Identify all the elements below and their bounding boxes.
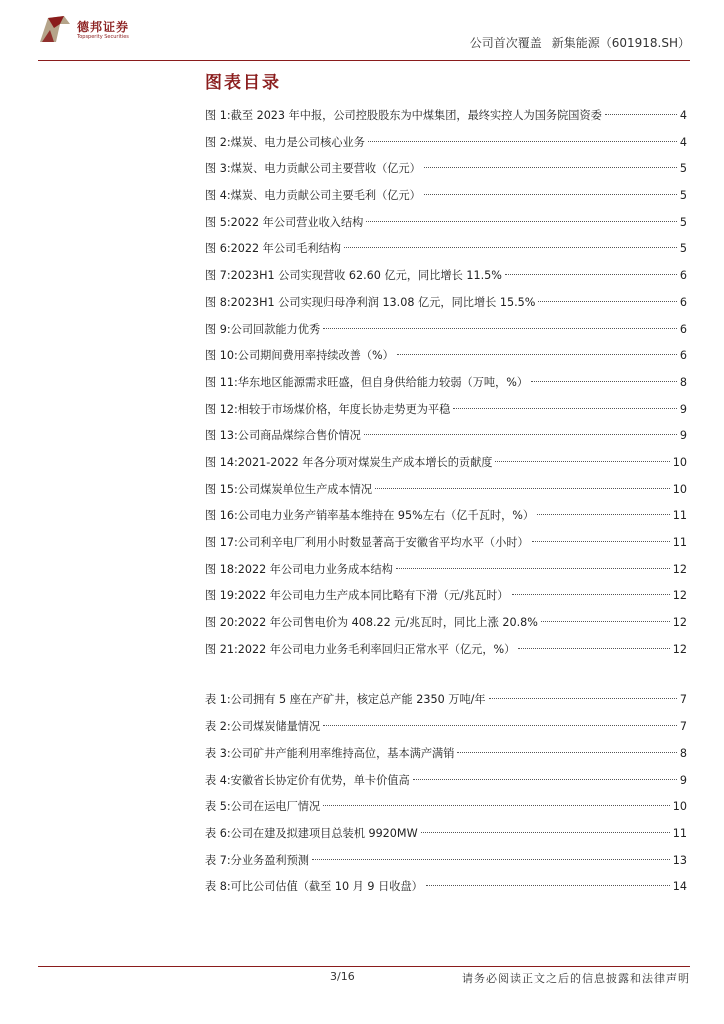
entry-label: 图 19: bbox=[205, 589, 238, 603]
entry-label: 图 2: bbox=[205, 135, 231, 149]
report-info bbox=[470, 34, 690, 51]
company-ticker: 新集能源（601918.SH） bbox=[551, 36, 690, 50]
entry-page-number: 10 bbox=[672, 800, 687, 814]
figure-entry[interactable] bbox=[205, 530, 687, 557]
figure-entry[interactable] bbox=[205, 103, 687, 130]
dot-leader bbox=[495, 461, 669, 462]
entry-label: 表 4: bbox=[205, 773, 231, 787]
entry-label: 表 7: bbox=[205, 853, 231, 867]
entry-label: 图 5: bbox=[205, 215, 231, 229]
entry-page-number: 9 bbox=[679, 773, 687, 787]
entry-page-number: 11 bbox=[672, 536, 687, 549]
entry-page-number: 8 bbox=[679, 746, 687, 760]
dot-leader bbox=[375, 488, 670, 489]
entry-text: 公司回款能力优秀 bbox=[230, 322, 321, 336]
table-entry[interactable] bbox=[205, 714, 687, 741]
dot-leader bbox=[396, 568, 670, 569]
dot-leader bbox=[541, 621, 670, 622]
entry-page-number: 4 bbox=[679, 135, 687, 149]
entry-page-number: 12 bbox=[672, 616, 687, 630]
dot-leader bbox=[413, 779, 677, 780]
figure-entry[interactable] bbox=[205, 583, 687, 610]
figure-entry[interactable] bbox=[205, 317, 687, 344]
page-number: 3/16 bbox=[330, 970, 355, 983]
entry-page-number: 12 bbox=[672, 589, 687, 603]
entry-text: 2021-2022 年各分项对煤炭生产成本增长的贡献度 bbox=[237, 455, 493, 469]
entry-label: 表 3: bbox=[205, 746, 231, 760]
entry-text: 公司拥有 5 座在产矿井，核定总产能 2350 万吨/年 bbox=[230, 693, 486, 707]
entry-page-number: 7 bbox=[679, 693, 687, 707]
entry-page-number: 9 bbox=[679, 429, 687, 443]
entry-page-number: 5 bbox=[679, 242, 687, 256]
figure-entry[interactable] bbox=[205, 450, 687, 477]
dot-leader bbox=[323, 328, 677, 329]
table-entry[interactable] bbox=[205, 768, 687, 795]
entry-page-number: 10 bbox=[672, 482, 687, 496]
entry-text: 2023H1 公司实现营收 62.60 亿元，同比增长 11.5% bbox=[230, 269, 502, 283]
dot-leader bbox=[505, 274, 677, 275]
entry-page-number: 10 bbox=[672, 455, 687, 469]
entry-label: 表 8: bbox=[205, 880, 231, 894]
entry-text: 煤炭、电力贡献公司主要毛利（亿元） bbox=[230, 189, 421, 203]
entry-label: 图 17: bbox=[205, 536, 238, 549]
dot-leader bbox=[518, 648, 669, 649]
dot-leader bbox=[532, 541, 670, 542]
entry-text: 公司商品煤综合售价情况 bbox=[237, 429, 361, 443]
entry-label: 图 16: bbox=[205, 509, 238, 523]
entry-label: 图 6: bbox=[205, 242, 231, 256]
entry-page-number: 12 bbox=[672, 642, 687, 656]
logo-cn-text: 德邦证券 bbox=[77, 20, 130, 34]
entry-label: 图 1: bbox=[205, 109, 231, 122]
page-header bbox=[38, 10, 690, 60]
dot-leader bbox=[457, 752, 676, 753]
entry-page-number: 7 bbox=[679, 720, 687, 734]
entry-page-number: 13 bbox=[672, 853, 687, 867]
dot-leader bbox=[424, 194, 677, 195]
figure-entry[interactable] bbox=[205, 503, 687, 530]
dot-leader bbox=[368, 141, 677, 142]
header-divider bbox=[38, 60, 690, 61]
dot-leader bbox=[397, 354, 677, 355]
dot-leader bbox=[323, 725, 677, 726]
figure-entry[interactable] bbox=[205, 397, 687, 424]
entry-text: 截至 2023 年中报，公司控股股东为中煤集团，最终实控人为国务院国资委 bbox=[230, 109, 602, 122]
figure-entry[interactable] bbox=[205, 236, 687, 263]
entry-label: 图 14: bbox=[205, 455, 238, 469]
dot-leader bbox=[605, 114, 677, 115]
entry-text: 煤炭、电力贡献公司主要营收（亿元） bbox=[230, 162, 421, 176]
toc-list bbox=[205, 103, 687, 901]
entry-text: 公司电力业务产销率基本维持在 95%左右（亿千瓦时，%） bbox=[237, 509, 535, 523]
dot-leader bbox=[364, 434, 677, 435]
table-list bbox=[205, 687, 687, 901]
entry-text: 公司在运电厂情况 bbox=[230, 800, 321, 814]
dot-leader bbox=[537, 514, 670, 515]
entry-page-number: 11 bbox=[672, 826, 687, 840]
entry-text: 公司煤炭单位生产成本情况 bbox=[237, 482, 373, 496]
entry-text: 公司期间费用率持续改善（%） bbox=[237, 349, 394, 363]
figure-entry[interactable] bbox=[205, 290, 687, 317]
figure-entry[interactable] bbox=[205, 183, 687, 210]
entry-label: 图 7: bbox=[205, 269, 231, 283]
dot-leader bbox=[489, 698, 677, 699]
table-entry[interactable] bbox=[205, 794, 687, 821]
table-entry[interactable] bbox=[205, 741, 687, 768]
figure-entry[interactable] bbox=[205, 637, 687, 664]
entry-label: 图 3: bbox=[205, 162, 231, 176]
figure-entry[interactable] bbox=[205, 610, 687, 637]
entry-page-number: 6 bbox=[679, 269, 687, 283]
entry-label: 图 18: bbox=[205, 562, 238, 576]
entry-text: 2023H1 公司实现归母净利润 13.08 亿元，同比增长 15.5% bbox=[230, 295, 536, 309]
dot-leader bbox=[312, 859, 670, 860]
figure-entry[interactable] bbox=[205, 477, 687, 504]
entry-text: 公司利辛电厂利用小时数显著高于安徽省平均水平（小时） bbox=[237, 536, 529, 549]
entry-page-number: 5 bbox=[679, 189, 687, 203]
disclaimer-text: 请务必阅读正文之后的信息披露和法律声明 bbox=[462, 972, 690, 985]
figure-entry[interactable] bbox=[205, 370, 687, 397]
entry-text: 2022 年公司营业收入结构 bbox=[230, 215, 364, 229]
entry-page-number: 6 bbox=[679, 322, 687, 336]
dot-leader bbox=[421, 832, 670, 833]
dot-leader bbox=[531, 381, 677, 382]
entry-page-number: 11 bbox=[672, 509, 687, 523]
report-type: 公司首次覆盖 bbox=[469, 36, 542, 50]
figure-entry[interactable] bbox=[205, 557, 687, 584]
figure-entry[interactable] bbox=[205, 130, 687, 157]
entry-text: 公司矿井产能利用率维持高位，基本满产满销 bbox=[230, 746, 455, 760]
entry-label: 图 15: bbox=[205, 482, 238, 496]
company-logo bbox=[38, 12, 148, 48]
entry-page-number: 14 bbox=[672, 880, 687, 894]
logo-en-text: Topsperity Securities bbox=[77, 34, 129, 40]
entry-text: 2022 年公司售电价为 408.22 元/兆瓦时，同比上涨 20.8% bbox=[237, 616, 538, 630]
dot-leader bbox=[512, 594, 670, 595]
figure-entry[interactable] bbox=[205, 423, 687, 450]
entry-text: 煤炭、电力是公司核心业务 bbox=[230, 135, 365, 149]
entry-page-number: 5 bbox=[679, 162, 687, 176]
entry-text: 公司煤炭储量情况 bbox=[230, 720, 321, 734]
dot-leader bbox=[344, 247, 677, 248]
dot-leader bbox=[424, 167, 677, 168]
footer-divider bbox=[38, 966, 690, 967]
entry-label: 表 5: bbox=[205, 800, 231, 814]
entry-label: 表 2: bbox=[205, 720, 231, 734]
table-entry[interactable] bbox=[205, 821, 687, 848]
entry-label: 图 4: bbox=[205, 189, 231, 203]
figure-list bbox=[205, 103, 687, 663]
entry-text: 华东地区能源需求旺盛，但自身供给能力较弱（万吨，%） bbox=[237, 375, 529, 389]
entry-page-number: 6 bbox=[679, 349, 687, 363]
entry-text: 公司在建及拟建项目总装机 9920MW bbox=[230, 826, 418, 840]
brand-logo-icon bbox=[38, 12, 72, 46]
entry-text: 2022 年公司电力业务毛利率回归正常水平（亿元，%） bbox=[237, 642, 516, 656]
entry-text: 可比公司估值（截至 10 月 9 日收盘） bbox=[230, 880, 423, 894]
figure-entry[interactable] bbox=[205, 156, 687, 183]
page-title: 图表目录 bbox=[205, 73, 281, 93]
entry-label: 图 11: bbox=[205, 375, 238, 389]
entry-text: 分业务盈利预测 bbox=[230, 853, 309, 867]
entry-page-number: 12 bbox=[672, 562, 687, 576]
dot-leader bbox=[538, 301, 676, 302]
entry-text: 2022 年公司毛利结构 bbox=[230, 242, 341, 256]
entry-label: 图 21: bbox=[205, 642, 238, 656]
figure-entry[interactable] bbox=[205, 343, 687, 370]
figure-entry[interactable] bbox=[205, 263, 687, 290]
entry-label: 图 12: bbox=[205, 402, 238, 416]
entry-label: 图 10: bbox=[205, 349, 238, 363]
section-gap bbox=[205, 663, 687, 687]
dot-leader bbox=[323, 805, 670, 806]
dot-leader bbox=[453, 408, 677, 409]
entry-label: 图 9: bbox=[205, 322, 231, 336]
entry-page-number: 5 bbox=[679, 215, 687, 229]
entry-label: 图 13: bbox=[205, 429, 238, 443]
table-entry[interactable] bbox=[205, 848, 687, 875]
entry-text: 2022 年公司电力业务成本结构 bbox=[237, 562, 393, 576]
entry-label: 图 20: bbox=[205, 616, 238, 630]
entry-text: 2022 年公司电力生产成本同比略有下滑（元/兆瓦时） bbox=[237, 589, 509, 603]
entry-label: 表 1: bbox=[205, 693, 231, 707]
entry-text: 安徽省长协定价有优势，单卡价值高 bbox=[230, 773, 410, 787]
dot-leader bbox=[366, 221, 677, 222]
figure-entry[interactable] bbox=[205, 210, 687, 237]
dot-leader bbox=[426, 885, 670, 886]
entry-page-number: 4 bbox=[679, 109, 687, 122]
table-entry[interactable] bbox=[205, 874, 687, 901]
table-entry[interactable] bbox=[205, 687, 687, 714]
entry-page-number: 8 bbox=[679, 375, 687, 389]
entry-page-number: 6 bbox=[679, 295, 687, 309]
entry-label: 图 8: bbox=[205, 295, 231, 309]
entry-page-number: 9 bbox=[679, 402, 687, 416]
entry-label: 表 6: bbox=[205, 826, 231, 840]
entry-text: 相较于市场煤价格，年度长协走势更为平稳 bbox=[237, 402, 451, 416]
